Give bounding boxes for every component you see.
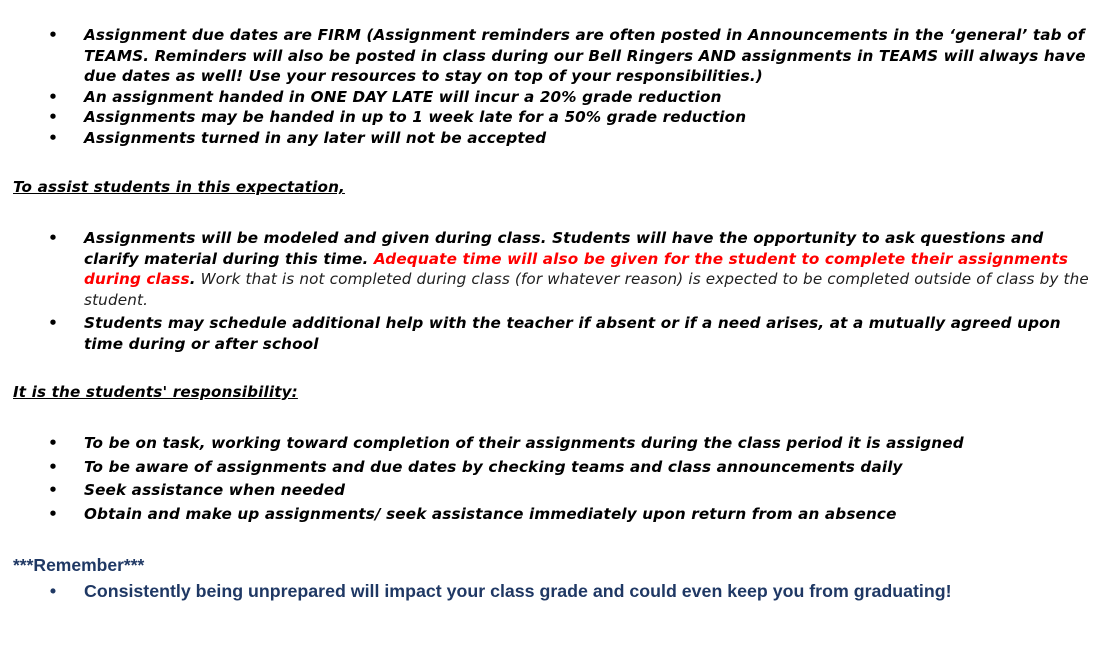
list-item — [0, 313, 1104, 354]
remember-label: ***Remember*** — [13, 555, 145, 575]
bullet-icon: • — [48, 128, 58, 147]
list-item-text-bold: Assignments will be modeled and given during class. Students will have the opportunity to ask questions and clarify material during this time. — [84, 229, 1044, 268]
bullet-icon: • — [48, 434, 58, 452]
list-item-text: Assignments may be handed in up to 1 week late for a 50% grade reduction — [84, 108, 747, 126]
list-item — [0, 87, 1104, 108]
list-item — [0, 128, 1104, 149]
list-item-text: Assignments turned in any later will not be accepted — [84, 128, 547, 147]
list-item-text-plain: Work that is not completed during class (for whatever reason) is expected to be completed outside of class by the student. — [84, 270, 1089, 309]
remember-list — [0, 579, 1104, 603]
due-date-policy-list — [0, 25, 1104, 148]
assist-list — [0, 228, 1104, 354]
list-item — [0, 25, 1104, 87]
bullet-icon: • — [48, 26, 58, 44]
responsibility-heading: It is the students' responsibility: — [13, 383, 298, 401]
list-item-period: . — [189, 270, 196, 288]
bullet-icon: • — [48, 504, 58, 523]
list-item-text: Seek assistance when needed — [84, 481, 346, 499]
list-item-text: An assignment handed in ONE DAY LATE will incur a 20% grade reduction — [84, 87, 722, 106]
bullet-icon: • — [49, 581, 57, 601]
list-item — [0, 456, 1104, 480]
emphasis-red-text: Adequate time will also be given for the student to complete their assignments during class — [84, 249, 1069, 288]
list-item — [0, 432, 1104, 456]
assist-heading: To assist students in this expectation, — [13, 178, 345, 196]
list-item-text: Assignment due dates are FIRM (Assignment reminders are often posted in Announcements in the ‘general’ tab of TEAMS. Reminders will also be posted in class during our Bell Ringers AND assignments in TEAMS will always have due dates as well! Use your resources to stay on top of your responsibilities.) — [84, 26, 1086, 85]
bullet-icon: • — [48, 87, 58, 106]
bullet-icon: • — [48, 314, 58, 332]
bullet-icon: • — [48, 229, 58, 247]
list-item-text: To be on task, working toward completion of their assignments during the class period it is assigned — [84, 434, 964, 452]
list-item — [0, 107, 1104, 128]
list-item — [0, 503, 1104, 527]
list-item — [0, 228, 1104, 310]
list-item-text: To be aware of assignments and due dates by checking teams and class announcements daily — [84, 457, 903, 476]
list-item — [0, 479, 1104, 503]
bullet-icon: • — [48, 481, 58, 499]
list-item-text: Students may schedule additional help with the teacher if absent or if a need arises, at a mutually agreed upon time during or after school — [84, 314, 1061, 353]
list-item — [0, 579, 1104, 603]
list-item-text: Obtain and make up assignments/ seek assistance immediately upon return from an absence — [84, 504, 897, 523]
bullet-icon: • — [48, 457, 58, 476]
responsibility-list — [0, 432, 1104, 526]
list-item-text: Consistently being unprepared will impact your class grade and could even keep you from graduating! — [84, 581, 952, 601]
bullet-icon: • — [48, 108, 58, 126]
